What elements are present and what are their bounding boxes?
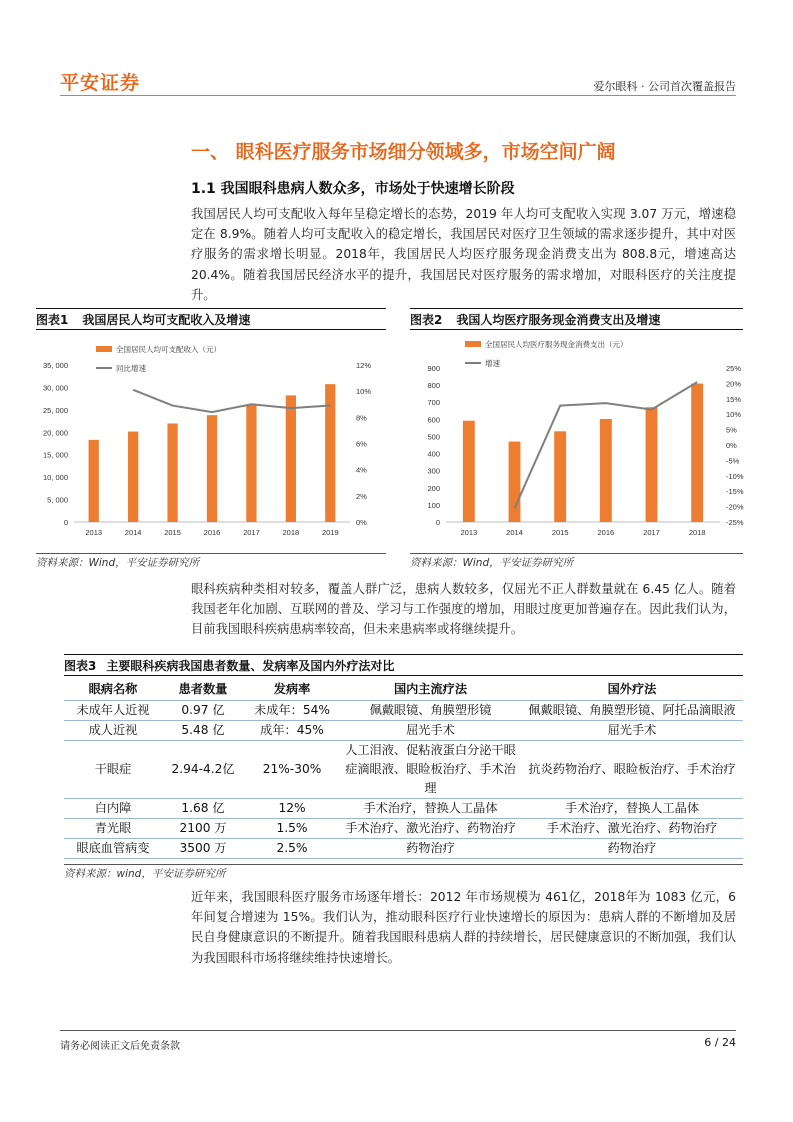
footer-disclaimer: 请务必阅读正文后免责条款 <box>60 1041 180 1052</box>
figure1-source: 资料来源：Wind，平安证券研究所 <box>36 553 386 570</box>
table-row <box>64 720 743 740</box>
header-name: 眼病名称 <box>64 678 162 700</box>
right-tick-label: 4% <box>356 465 367 475</box>
bar <box>554 431 566 522</box>
cell-name: 未成年人近视 <box>64 700 162 720</box>
header-patients: 患者数量 <box>162 678 244 700</box>
right-tick-label: -20% <box>726 502 744 512</box>
page-number: 6 / 24 <box>704 1036 736 1049</box>
cell-domestic: 药物治疗 <box>340 838 521 858</box>
cell-rate: 21%-30% <box>244 740 340 798</box>
bar <box>286 395 296 522</box>
paragraph-disease: 眼科疾病种类相对较多，覆盖人群广泛，患病人数较多，仅屈光不正人群数量就在 6.45 亿人。随着我国老年化加剧、互联网的普及、学习与工作强度的增加，用眼过度更加普遍存在。因此我们认为，目前我国眼科疾病患病率较高，但未来患病率或将继续提升。 <box>191 582 736 637</box>
right-tick-label: 8% <box>356 413 367 423</box>
right-tick-label: 5% <box>726 425 737 435</box>
income-chart-svg <box>32 333 390 543</box>
report-label: 爱尔眼科 · 公司首次覆盖报告 <box>593 80 736 93</box>
figure2-number: 图表2 <box>410 312 443 327</box>
right-tick-label: 15% <box>726 394 742 404</box>
brand-logo: 平安证券 <box>60 72 141 94</box>
cell-rate: 1.5% <box>244 818 340 838</box>
bar <box>463 421 475 522</box>
bar <box>646 407 658 522</box>
left-tick-label: 800 <box>427 381 440 391</box>
cell-foreign: 手术治疗、激光治疗、药物治疗 <box>521 818 743 838</box>
legend-bar-swatch <box>465 341 481 347</box>
cell-name: 干眼症 <box>64 740 162 798</box>
table-row <box>64 700 743 720</box>
left-tick-label: 700 <box>427 398 440 408</box>
cell-foreign: 抗炎药物治疗、眼睑板治疗、手术治疗 <box>521 740 743 798</box>
cell-domestic: 屈光手术 <box>340 720 521 740</box>
cell-rate: 2.5% <box>244 838 340 858</box>
medical-spending-chart-svg <box>408 333 746 543</box>
cell-domestic: 佩戴眼镜、角膜塑形镜 <box>340 700 521 720</box>
left-tick-label: 600 <box>427 415 440 425</box>
cell-foreign: 佩戴眼镜、角膜塑形镜、阿托品滴眼液 <box>521 700 743 720</box>
right-tick-label: -25% <box>726 518 744 527</box>
right-tick-label: 10% <box>356 387 372 397</box>
right-tick-label: 12% <box>356 361 372 370</box>
cell-domestic: 手术治疗、激光治疗、药物治疗 <box>340 818 521 838</box>
cell-foreign: 药物治疗 <box>521 838 743 858</box>
cell-patients: 0.97 亿 <box>162 700 244 720</box>
figure3-number: 图表3 <box>64 658 97 673</box>
left-tick-label: 300 <box>427 466 440 476</box>
bar <box>246 405 256 522</box>
table-row <box>64 838 743 858</box>
left-tick-label: 10, 000 <box>42 473 68 483</box>
figure1-number: 图表1 <box>36 312 69 327</box>
x-tick-label: 2017 <box>643 528 660 537</box>
x-tick-label: 2016 <box>597 528 615 537</box>
right-tick-label: -5% <box>726 456 740 466</box>
x-tick-label: 2015 <box>551 528 569 537</box>
cell-patients: 2100 万 <box>162 818 244 838</box>
right-tick-label: -10% <box>726 471 744 481</box>
header-rate: 发病率 <box>244 678 340 700</box>
right-tick-label: -15% <box>726 487 744 497</box>
bar <box>600 419 612 522</box>
bar <box>167 423 177 522</box>
x-tick-label: 2019 <box>321 528 339 537</box>
left-tick-label: 20, 000 <box>42 428 68 438</box>
legend-bar-swatch <box>96 346 112 352</box>
cell-name: 成人近视 <box>64 720 162 740</box>
income-chart <box>32 333 390 543</box>
page-header <box>60 60 736 96</box>
paragraph-income: 我国居民人均可支配收入每年呈稳定增长的态势，2019 年人均可支配收入实现 3.07 万元，增速稳定在 8.9%。随着人均可支配收入的稳定增长，我国居民对医疗卫生领域的需求逐步提升，其中对医疗服务的需求增长明显。2018年，我国居民人均医疗服务现金消费支出为 808.8元，增速高达 20.4%。随着我国居民经济水平的提升，我国居民对医疗服务的需求增加，对眼科医疗的关注度提升。 <box>191 207 736 302</box>
left-tick-label: 100 <box>427 500 440 510</box>
legend-line-label: 增速 <box>485 359 500 368</box>
header-foreign: 国外疗法 <box>521 678 743 700</box>
x-tick-label: 2014 <box>124 528 142 537</box>
x-tick-label: 2013 <box>85 528 103 537</box>
legend-line-label: 同比增速 <box>116 364 146 373</box>
left-tick-label: 200 <box>427 483 440 493</box>
cell-patients: 2.94-4.2亿 <box>162 740 244 798</box>
x-tick-label: 2018 <box>688 528 706 537</box>
cell-patients: 3500 万 <box>162 838 244 858</box>
x-tick-label: 2016 <box>203 528 221 537</box>
right-tick-label: 25% <box>726 364 742 373</box>
section-title: 一、 眼科医疗服务市场细分领域多，市场空间广阔 <box>191 141 616 163</box>
right-tick-label: 2% <box>356 491 367 501</box>
right-tick-label: 6% <box>356 439 367 449</box>
cell-domestic: 手术治疗，替换人工晶体 <box>340 798 521 818</box>
legend-bar-label: 全国居民人均可支配收入（元） <box>116 345 221 354</box>
x-tick-label: 2015 <box>164 528 181 537</box>
figure2-source: 资料来源：Wind，平安证券研究所 <box>410 553 743 570</box>
left-tick-label: 500 <box>427 432 440 442</box>
bar <box>89 440 99 522</box>
x-tick-label: 2017 <box>243 528 260 537</box>
figure3-caption: 主要眼科疾病我国患者数量、发病率及国内外疗法对比 <box>106 658 395 673</box>
medical-spending-chart <box>408 333 746 543</box>
bar <box>509 442 521 522</box>
right-tick-label: 20% <box>726 379 742 389</box>
left-tick-label: 25, 000 <box>42 405 68 415</box>
cell-rate: 12% <box>244 798 340 818</box>
cell-name: 青光眼 <box>64 818 162 838</box>
figure2-caption: 我国人均医疗服务现金消费支出及增速 <box>456 312 661 327</box>
cell-foreign: 手术治疗，替换人工晶体 <box>521 798 743 818</box>
cell-name: 白内障 <box>64 798 162 818</box>
x-tick-label: 2018 <box>282 528 300 537</box>
header-domestic: 国内主流疗法 <box>340 678 521 700</box>
x-tick-label: 2013 <box>460 528 478 537</box>
right-tick-label: 0% <box>356 518 367 527</box>
figure1-title <box>36 308 386 330</box>
table-header-row <box>64 678 743 700</box>
paragraph-market: 近年来，我国眼科医疗服务市场逐年增长：2012 年市场规模为 461亿，2018年为 1083 亿元，6 年间复合增速为 15%。我们认为，推动眼科医疗行业快速增长的原因为：患病人群的不断增加及居民自身健康意识的不断提升。随着我国眼科患病人群的持续增长，居民健康意识的不断加强，我们认为我国眼科市场将继续维持快速增长。 <box>191 890 736 965</box>
disease-table <box>64 678 743 859</box>
table-row <box>64 818 743 838</box>
cell-domestic: 人工泪液、促粘液蛋白分泌干眼症滴眼液、眼睑板治疗、手术治理 <box>340 740 521 798</box>
cell-foreign: 屈光手术 <box>521 720 743 740</box>
bar <box>691 384 703 522</box>
figure1-caption: 我国居民人均可支配收入及增速 <box>82 312 251 327</box>
cell-patients: 5.48 亿 <box>162 720 244 740</box>
left-tick-label: 35, 000 <box>42 361 68 370</box>
left-tick-label: 0 <box>63 518 68 527</box>
cell-rate: 成年：45% <box>244 720 340 740</box>
bar <box>128 432 138 522</box>
x-tick-label: 2014 <box>506 528 523 537</box>
figure3-source: 资料来源：wind，平安证券研究所 <box>64 864 743 881</box>
right-tick-label: 10% <box>726 410 742 420</box>
footer-divider <box>60 1030 736 1031</box>
cell-name: 眼底血管病变 <box>64 838 162 858</box>
left-tick-label: 900 <box>427 364 440 373</box>
left-tick-label: 15, 000 <box>42 450 68 460</box>
cell-rate: 未成年：54% <box>244 700 340 720</box>
cell-patients: 1.68 亿 <box>162 798 244 818</box>
table-row <box>64 798 743 818</box>
figure3-title <box>64 654 743 676</box>
left-tick-label: 0 <box>435 518 440 527</box>
right-tick-label: 0% <box>726 441 737 450</box>
left-tick-label: 5, 000 <box>47 495 68 505</box>
bar <box>207 415 217 522</box>
line-series <box>133 390 330 412</box>
left-tick-label: 400 <box>427 449 440 459</box>
figure2-title <box>410 308 743 330</box>
left-tick-label: 30, 000 <box>42 383 68 393</box>
subsection-title: 1.1 我国眼科患病人数众多，市场处于快速增长阶段 <box>191 181 515 197</box>
table-row <box>64 740 743 798</box>
legend-bar-label: 全国居民人均医疗服务现金消费支出（元） <box>485 340 628 349</box>
